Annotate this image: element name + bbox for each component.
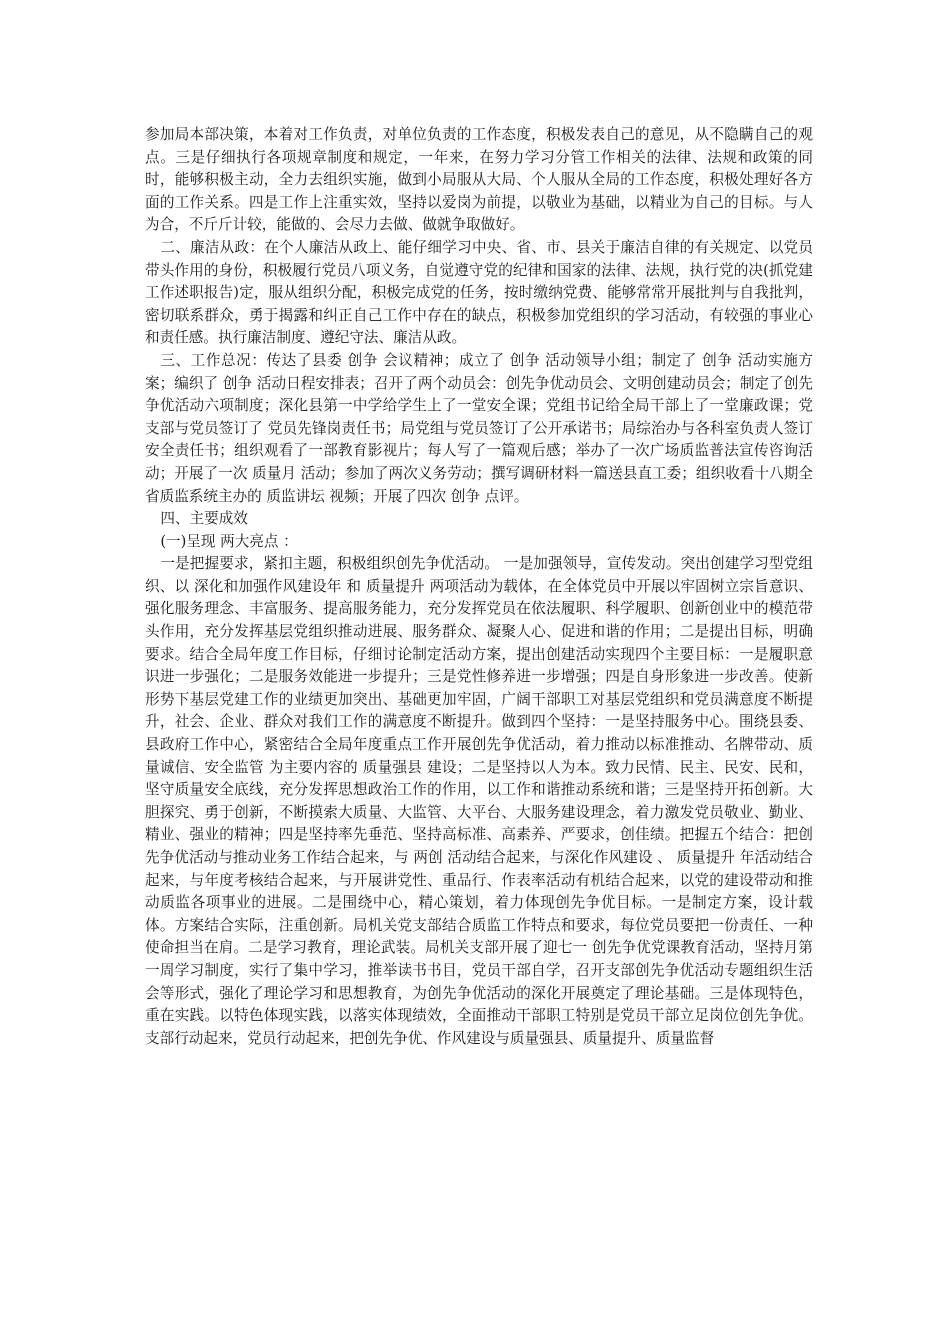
subsection-heading-highlights: (一)呈现 两大亮点 ： <box>160 532 298 550</box>
paragraph-highlights-detail: 一是把握要求，紧扣主题，积极组织创先争优活动。 一是加强领导，宣传发动。突出创建学习型党组织、以 深化和加强作风建设年 和 质量提升 两项活动为载体，在全体党员中开展以牢固树立宗旨意识、强化服务理念、丰富服务、提高服务能力，充分发挥党员在依法履职、科学履职、创新创业中的模范带头作用，充分发挥基层党组织推动进展、服务群众、凝聚人心、促进和谐的作用；二是提出目标，明确要求。结合全局年度工作目标，仔细讨论制定活动方案，提出创建活动实现四个主要目标：一是履职意识进一步强化；二是服务效能进一步提升；三是党性修养进一步增强；四是自身形象进一步改善。使新形势下基层党建工作的业绩更加突出、基础更加牢固，广阔干部职工对基层党组织和党员满意度不断提升，社会、企业、群众对我们工作的满意度不断提升。做到四个坚持：一是坚持服务中心。围绕县委、县政府工作中心，紧密结合全局年度重点工作开展创先争优活动，着力推动以标准推动、名牌带动、质量诚信、安全监管 为主要内容的 质量强县 建设；二是坚持以人为本。致力民情、民主、民安、民和，坚守质量安全底线，充分发挥思想政治工作的作用，以工作和谐推动系统和谐；三是坚持开拓创新。大胆探究、勇于创新，不断摸索大质量、大监管、大平台、大服务建设理念，着力激发党员敬业、勤业、精业、强业的精神；四是坚持率先垂范、坚持高标准、高素养、严要求，创佳绩。把握五个结合：把创先争优活动与推动业务工作结合起来，与 两创 活动结合起来，与深化作风建设 、 质量提升 年活动结合起来，与年度考核结合起来，与开展讲党性、重品行、作表率活动有机结合起来，以党的建设带动和推动质监各项事业的进展。二是围绕中心，精心策划，着力体现创先争优目标。一是制定方案，设计载体。方案结合实际，注重创新。局机关党支部结合质监工作特点和要求，每位党员要把一份责任、一种使命担当在肩。二是学习教育，理论武装。局机关支部开展了迎七一 创先争优党课教育活动，坚持月第一周学习制度，实行了集中学习，推举读书书目，党员干部自学，召开支部创先争优活动专题组织生活会等形式，强化了理论学习和思想教育，为创先争优活动的深化开展奠定了理论基础。三是体现特色，重在实践。以特色体现实践，以落实体现绩效，全面推动干部职工特别是党员干部立足岗位创先争优。支部行动起来，党员行动起来，把创先争优、作风建设与质量强县、质量提升、质量监督 <box>145 555 813 1047</box>
section-heading-main-results: 四、主要成效 <box>160 510 248 528</box>
paragraph-continuation: 参加局本部决策，本着对工作负责，对单位负责的工作态度，积极发表自己的意见，从不隐瞒自己的观点。三是仔细执行各项规章制度和规定，一年来，在努力学习分管工作相关的法律、法规和政策的同时，能够积极主动，全力去组织实施，做到小局服从大局、个人服从全局的工作态度，积极处理好各方面的工作关系。四是工作上注重实效，坚持以爱岗为前提，以敬业为基础，以精业为自己的目标。与人为合，不斤斤计较，能做的、会尽力去做、做就争取做好。 <box>145 126 813 234</box>
paragraph-clean-governance: 二、廉洁从政：在个人廉洁从政上、能仔细学习中央、省、市、县关于廉洁自律的有关规定、以党员带头作用的身份，积极履行党员八项义务，自觉遵守党的纪律和国家的法律、法规，执行党的决(抓党建工作述职报告)定，服从组织分配，积极完成党的任务，按时缴纳党费、能够常常开展批判与自我批判，密切联系群众，勇于揭露和纠正自己工作中存在的缺点，积极参加党组织的学习活动，有较强的事业心和责任感。执行廉洁制度、遵纪守法、廉洁从政。 <box>145 238 813 347</box>
document-body <box>145 124 813 1050</box>
paragraph-work-overview: 三、工作总况：传达了县委 创争 会议精神；成立了 创争 活动领导小组；制定了 创争 活动实施方案；编织了 创争 活动日程安排表；召开了两个动员会：创先争优动员会、文明创建动员会；制定了创先争优活动六项制度；深化县第一中学给学生上了一堂安全课；党组书记给全局干部上了一堂廉政课；党支部与党员签订了 党员先锋岗责任书；局党组与党员签订了公开承诺书；局综治办与各科室负责人签订安全责任书；组织观看了一部教育影视片；每人写了一篇观后感；举办了一次广场质监普法宣传咨询活动；开展了一次 质量月 活动；参加了两次义务劳动；撰写调研材料一篇送县直工委；组织收看十八期全省质监系统主办的 质监讲坛 视频；开展了四次 创争 点评。 <box>145 351 813 505</box>
